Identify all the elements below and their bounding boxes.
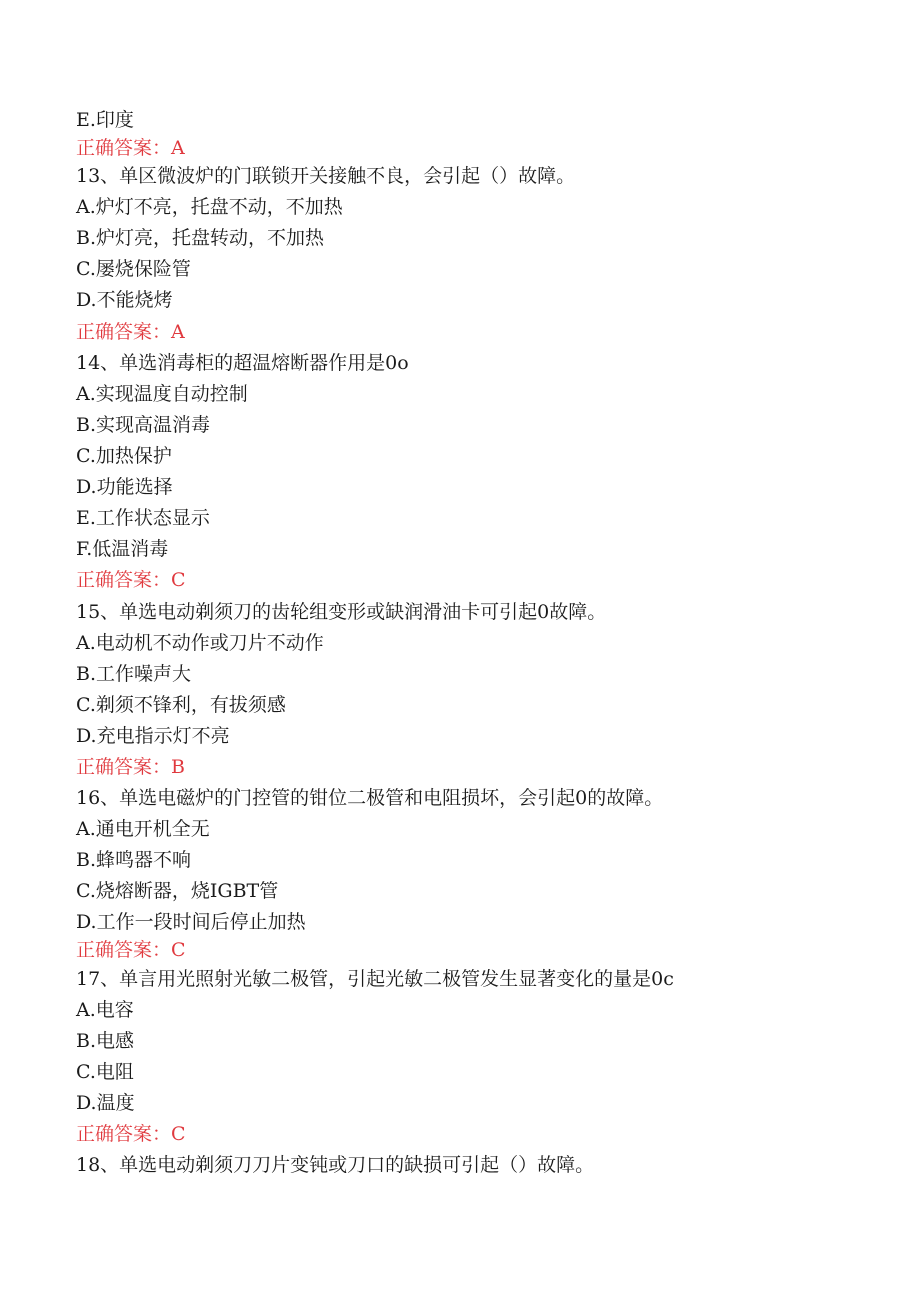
answer-value: C [171,569,186,591]
answer-label: 正确答案： [76,756,172,778]
option-line: C.烧熔断器，烧IGBT管 [76,880,279,902]
answer-value: C [171,939,186,961]
question-line: 14、单选消毒柜的超温熔断器作用是0o [76,352,409,374]
option-line: D.不能烧烤 [76,289,173,311]
answer-line [76,136,185,160]
option-line: C.加热保护 [76,445,172,467]
option-line: C.剃须不锋利，有拔须感 [76,694,286,716]
answer-label: 正确答案： [76,321,172,343]
answer-value: A [171,137,185,159]
answer-line [76,568,186,592]
option-line: B.工作噪声大 [76,663,192,685]
answer-line [76,938,186,962]
option-line: A.电容 [76,999,134,1021]
option-line: E.工作状态显示 [76,507,210,529]
option-line: D.工作一段时间后停止加热 [76,911,306,933]
option-line: C.屡烧保险管 [76,258,191,280]
answer-label: 正确答案： [76,569,172,591]
answer-line [76,320,185,344]
option-line: C.电阻 [76,1061,134,1083]
option-line: A.通电开机全无 [76,818,210,840]
answer-value: C [171,1123,186,1145]
question-line: 18、单选电动剃须刀刀片变钝或刀口的缺损可引起（）故障。 [76,1154,595,1176]
option-line: D.温度 [76,1092,135,1114]
option-line: D.功能选择 [76,476,173,498]
option-line: B.蜂鸣器不响 [76,849,192,871]
option-line: B.炉灯亮，托盘转动，不加热 [76,227,325,249]
option-line: A.炉灯不亮，托盘不动，不加热 [76,196,343,218]
answer-label: 正确答案： [76,1123,172,1145]
answer-line [76,755,185,779]
option-line: A.电动机不动作或刀片不动作 [76,632,324,654]
answer-label: 正确答案： [76,939,172,961]
option-line: D.充电指示灯不亮 [76,725,230,747]
question-line: 15、单选电动剃须刀的齿轮组变形或缺润滑油卡可引起0故障。 [76,601,607,623]
answer-value: B [171,756,185,778]
answer-line [76,1122,186,1146]
answer-value: A [171,321,185,343]
option-line: B.实现高温消毒 [76,414,211,436]
question-line: 16、单选电磁炉的门控管的钳位二极管和电阻损坏，会引起0的故障。 [76,787,664,809]
answer-label: 正确答案： [76,137,172,159]
option-line: B.电感 [76,1030,135,1052]
question-line: 17、单言用光照射光敏二极管，引起光敏二极管发生显著变化的量是0c [76,968,674,990]
option-line: A.实现温度自动控制 [76,383,248,405]
option-line: F.低温消毒 [76,538,169,560]
option-line: E.印度 [76,109,134,131]
question-line: 13、单区微波炉的门联锁开关接触不良，会引起（）故障。 [76,165,576,187]
